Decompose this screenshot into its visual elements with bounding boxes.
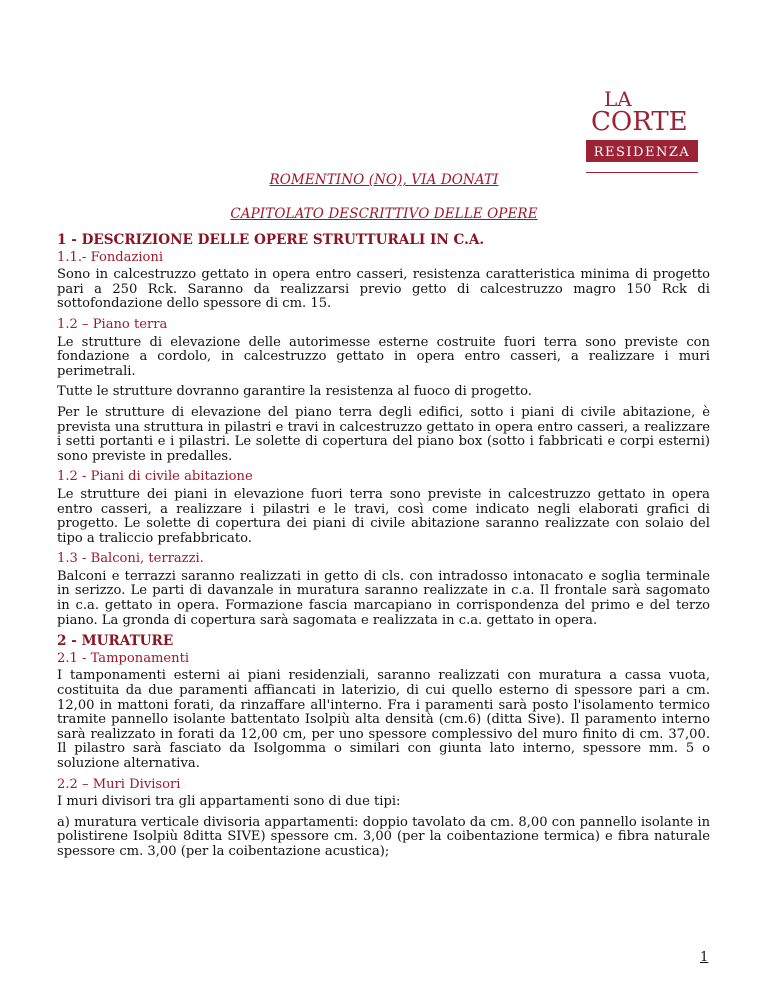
logo-text-residenza: RESIDENZA <box>593 145 691 160</box>
la-corte-logo <box>586 86 698 170</box>
paragraph-piano-terra-3: Per le strutture di elevazione del piano terra degli edifici, sotto i piani di civile abitazione, è prevista una struttura in pilastri e travi in calcestruzzo gettato in opera entro casseri, a realizzare i setti portanti e i pilastri. Le solette di copertura del piano box (sotto i fabbricati e corpi esterni) sono previste in predalles. <box>57 404 710 464</box>
subheading-1-2b: 1.2 - Piani di civile abitazione <box>57 469 253 485</box>
subheading-2-1: 2.1 - Tamponamenti <box>57 650 190 666</box>
subheading-1-1: 1.1.- Fondazioni <box>57 249 164 265</box>
logo-text-corte: CORTE <box>591 107 688 137</box>
paragraph-tamponamenti: I tamponamenti esterni ai piani residenziali, saranno realizzati con muratura a cassa vuota, costituita da due paramenti affiancati in laterizio, di cui quello esterno di spessore pari a cm. 12,00 in mattoni forati, da rinzaffare all'interno. Fra i paramenti sarà posto l'isolamento termico tramite pannello isolante battentato Isolpiù alta densità (cm.6) (ditta Sive). Il paramento interno sarà realizzato in forati da 12,00 cm, per uno spessore complessivo del muro finito di cm. 37,00. Il pilastro sarà fasciato da Isolgomma o similari con giunta lato interno, spessore mm. 5 o soluzione alternativa. <box>57 668 710 771</box>
paragraph-piano-terra-2: Tutte le strutture dovranno garantire la resistenza al fuoco di progetto. <box>57 384 532 400</box>
document-title-location: ROMENTINO (NO), VIA DONATI <box>269 172 499 188</box>
section-heading-2: 2 - MURATURE <box>57 633 174 650</box>
paragraph-muri-divisori-1: I muri divisori tra gli appartamenti sono di due tipi: <box>57 794 401 810</box>
page-number: 1 <box>700 950 709 965</box>
subheading-1-2: 1.2 – Piano terra <box>57 316 168 332</box>
document-body <box>57 233 710 866</box>
paragraph-balconi: Balconi e terrazzi saranno realizzati in getto di cls. con intradosso intonacato e soglia terminale in serizzo. Le parti di davanzale in muratura saranno realizzate in c.a. Il frontale sarà sagomato in c.a. gettato in opera. Formazione fascia marcapiano in corrispondenza del primo e del terzo piano. La gronda di copertura sarà sagomata e realizzata in c.a. gettato in opera. <box>57 568 710 628</box>
paragraph-fondazioni: Sono in calcestruzzo gettato in opera entro casseri, resistenza caratteristica minima di progetto pari a 250 Rck. Saranno da realizzarsi previo getto di calcestruzzo magro 150 Rck di sottofondazione dello spessore di cm. 15. <box>57 267 710 312</box>
paragraph-civile-abitazione: Le strutture dei piani in elevazione fuori terra sono previste in calcestruzzo gettato in opera entro casseri, a realizzare i pilastri e le travi, così come indicato negli elaborati grafici di progetto. Le solette di copertura dei piani di civile abitazione saranno realizzate con solaio del tipo a traliccio prefabbricato. <box>57 486 710 546</box>
section-heading-1: 1 - DESCRIZIONE DELLE OPERE STRUTTURALI IN C.A. <box>57 232 485 248</box>
paragraph-piano-terra-1: Le strutture di elevazione delle autorimesse esterne costruite fuori terra sono previste con fondazione a cordolo, in calcestruzzo gettato in opera entro casseri, a realizzare i muri perimetrali. <box>57 334 710 379</box>
logo-text-la: LA <box>604 87 632 111</box>
subheading-1-3: 1.3 - Balconi, terrazzi. <box>57 551 204 567</box>
subheading-2-2: 2.2 – Muri Divisori <box>57 776 181 792</box>
document-title: CAPITOLATO DESCRITTIVO DELLE OPERE <box>230 206 538 222</box>
paragraph-muri-divisori-2: a) muratura verticale divisoria appartamenti: doppio tavolato da cm. 8,00 con pannello isolante in polistirene Isolpiù 8ditta SIVE) spessore cm. 3,00 (per la coibentazione termica) e fibra naturale spessore cm. 3,00 (per la coibentazione acustica); <box>57 814 710 859</box>
